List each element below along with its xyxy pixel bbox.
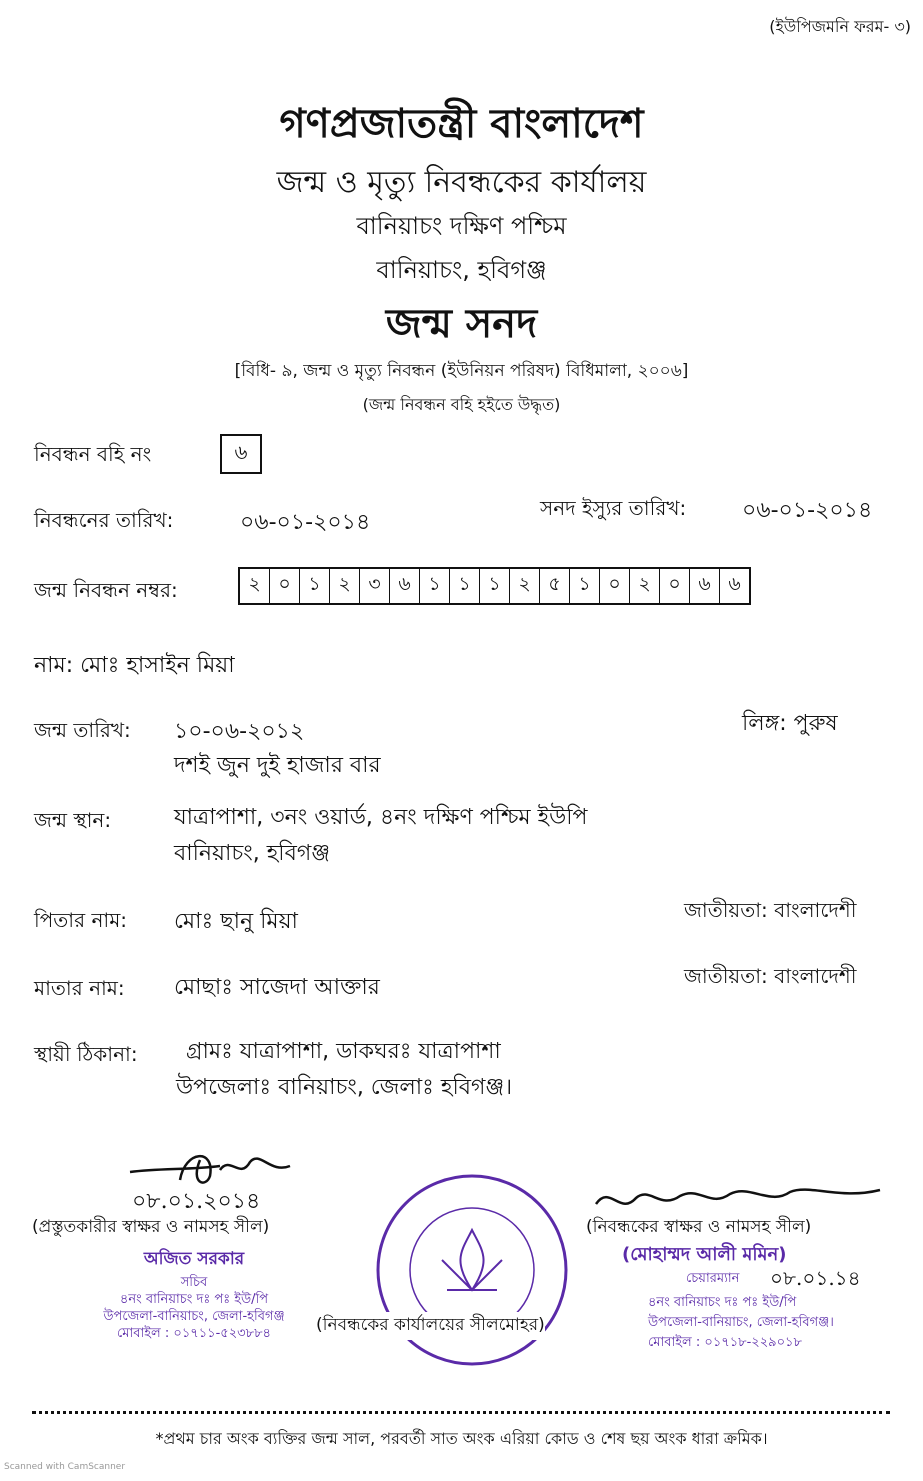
registration-number-digit: ১ xyxy=(420,569,450,603)
book-number-label: নিবন্ধন বহি নং xyxy=(34,442,152,466)
registrar-name: (মোহাম্মদ আলী মমিন) xyxy=(622,1244,787,1265)
registration-number-digit: ২ xyxy=(630,569,660,603)
registrar-caption: (নিবন্ধকের স্বাক্ষর ও নামসহ সীল) xyxy=(586,1217,812,1237)
registration-number-digit: ১ xyxy=(570,569,600,603)
upazila-name: বানিয়াচং, হবিগঞ্জ xyxy=(376,256,547,284)
mother-nationality: জাতীয়তা: বাংলাদেশী xyxy=(684,964,857,988)
registration-number-digit: ৩ xyxy=(360,569,390,603)
address-line2: উপজেলাঃ বানিয়াচং, জেলাঃ হবিগঞ্জ। xyxy=(176,1075,513,1100)
registration-number-digit: ২ xyxy=(240,569,270,603)
registrar-date: ০৮.০১.১৪ xyxy=(770,1266,861,1290)
office-seal-caption: (নিবন্ধকের কার্যালয়ের সীলমোহর) xyxy=(316,1312,545,1340)
footer-dotted-rule xyxy=(32,1411,890,1414)
preparer-stamp-mobile: মোবাইল : ০১৭১১-৫২৩৮৮৪ xyxy=(117,1326,271,1341)
preparer-stamp xyxy=(84,1246,304,1342)
dob-label: জন্ম তারিখ: xyxy=(34,718,131,742)
preparer-caption: (প্রস্তুতকারীর স্বাক্ষর ও নামসহ সীল) xyxy=(32,1217,270,1237)
registrar-title: চেয়ারম্যান xyxy=(686,1271,740,1286)
registration-number-digit: ০ xyxy=(660,569,690,603)
registration-number-digit: ২ xyxy=(510,569,540,603)
pob-line1: যাত্রাপাশা, ৩নং ওয়ার্ড, ৪নং দক্ষিণ পশ্চিম ইউপি xyxy=(174,805,588,830)
book-number-box xyxy=(220,434,262,474)
registration-number-digit: ৬ xyxy=(690,569,720,603)
registration-number-digit: ৬ xyxy=(390,569,420,603)
father-name: মোঃ ছানু মিয়া xyxy=(174,909,298,934)
issue-date-value: ০৬-০১-২০১৪ xyxy=(742,498,873,523)
registration-number-digit: ০ xyxy=(270,569,300,603)
office-round-seal xyxy=(372,1170,572,1370)
dob-words: দশই জুন দুই হাজার বার xyxy=(174,753,381,778)
mother-label: মাতার নাম: xyxy=(34,976,125,1000)
registration-date-label: নিবন্ধনের তারিখ: xyxy=(34,508,174,532)
preparer-stamp-union: ৪নং বানিয়াচং দঃ পঃ ইউ/পি xyxy=(119,1292,269,1307)
registration-number-digit: ১ xyxy=(450,569,480,603)
form-number: (ইউপিজমনি ফরম- ৩) xyxy=(769,17,911,36)
registration-number-boxes xyxy=(238,567,751,605)
preparer-date: ০৮.০১.২০১৪ xyxy=(132,1189,261,1214)
preparer-stamp-title: সচিব xyxy=(180,1275,208,1290)
rule-reference: [বিধি- ৯, জন্ম ও মৃত্যু নিবন্ধন (ইউনিয়ন পরিষদ) বিধিমালা, ২০০৬] xyxy=(234,361,689,381)
pob-label: জন্ম স্থান: xyxy=(34,808,112,832)
country-title: গণপ্রজাতন্ত্রী বাংলাদেশ xyxy=(279,101,644,147)
registration-number-digit: ৬ xyxy=(728,573,741,595)
certificate-title: জন্ম সনদ xyxy=(385,301,538,347)
registration-number-digit: ১ xyxy=(300,569,330,603)
registration-number-digit: ০ xyxy=(600,569,630,603)
book-number-value: ৬ xyxy=(234,439,248,464)
registration-number-digit: ২ xyxy=(330,569,360,603)
father-nationality: জাতীয়তা: বাংলাদেশী xyxy=(684,898,857,922)
scanner-watermark: Scanned with CamScanner xyxy=(4,1462,126,1472)
registration-number-digit: ৫ xyxy=(540,569,570,603)
union-name: বানিয়াচং দক্ষিণ পশ্চিম xyxy=(356,212,567,240)
office-title: জন্ম ও মৃত্যু নিবন্ধকের কার্যালয় xyxy=(276,165,647,200)
sex: লিঙ্গ: পুরুষ xyxy=(742,711,838,736)
registrar-stamp-union: ৪নং বানিয়াচং দঃ পঃ ইউ/পি xyxy=(648,1295,797,1310)
footnote: *প্রথম চার অংক ব্যক্তির জন্ম সাল, পরবর্তী সাত অংক এরিয়া কোড ও শেষ ছয় অংক ধারা ক্রমিক। xyxy=(155,1429,768,1448)
preparer-stamp-name: অজিত সরকার xyxy=(143,1249,245,1269)
registrar-stamp-mobile: মোবাইল : ০১৭১৮-২২৯০১৮ xyxy=(648,1335,802,1350)
child-name: নাম: মোঃ হাসাইন মিয়া xyxy=(34,653,235,678)
extract-note: (জন্ম নিবন্ধন বহি হইতে উদ্ধৃত) xyxy=(362,395,561,414)
registration-number-digit: ১ xyxy=(480,569,510,603)
issue-date-label: সনদ ইস্যুর তারিখ: xyxy=(540,496,687,520)
pob-line2: বানিয়াচং, হবিগঞ্জ xyxy=(174,841,331,866)
dob-value: ১০-০৬-২০১২ xyxy=(174,719,305,744)
father-label: পিতার নাম: xyxy=(34,908,128,932)
registrar-stamp-upazila: উপজেলা-বানিয়াচং, জেলা-হবিগঞ্জ। xyxy=(648,1315,834,1330)
address-line1: গ্রামঃ যাত্রাপাশা, ডাকঘরঃ যাত্রাপাশা xyxy=(186,1039,501,1064)
preparer-stamp-upazila: উপজেলা-বানিয়াচং, জেলা-হবিগঞ্জ xyxy=(103,1309,285,1324)
registration-number-label: জন্ম নিবন্ধন নম্বর: xyxy=(34,578,178,602)
mother-name: মোছাঃ সাজেদা আক্তার xyxy=(174,975,380,1000)
registration-date-value: ০৬-০১-২০১৪ xyxy=(240,510,371,535)
address-label: স্থায়ী ঠিকানা: xyxy=(34,1042,138,1066)
